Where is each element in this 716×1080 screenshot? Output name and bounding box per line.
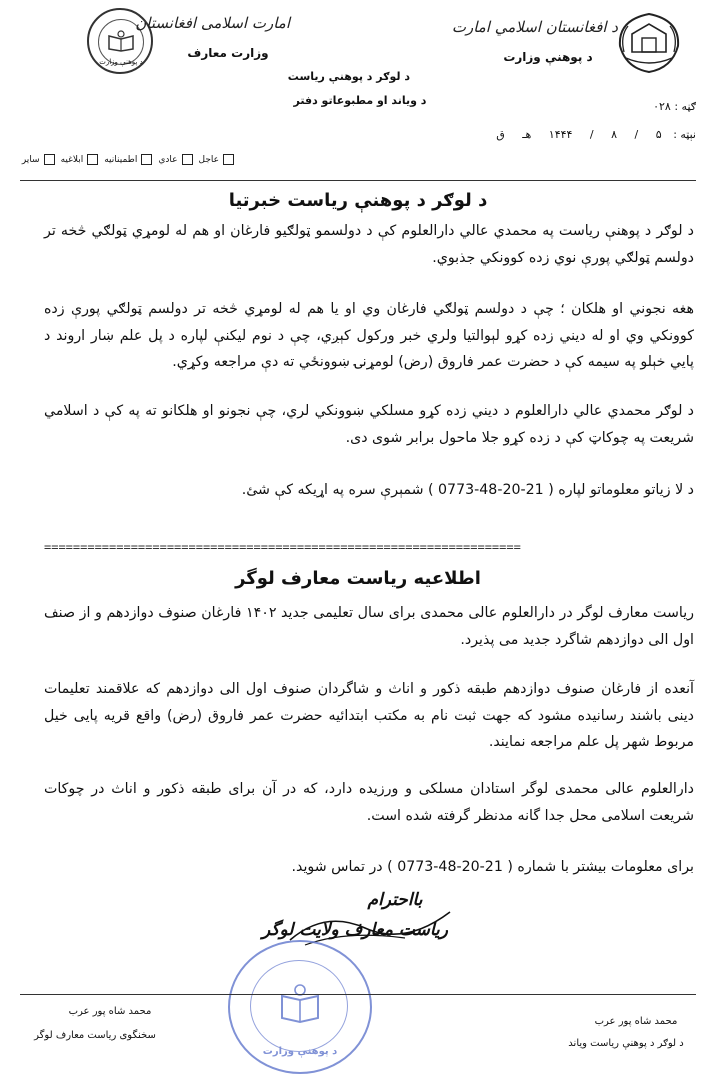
header-left-line1: د افغانستان اسلامي امارت [451, 18, 618, 36]
dari-paragraph-3: دارالعلوم عالی محمدی لوگر استادان مسلکی و ورزیده دارد، که در آن برای طبقه ذکور و اناث در چوکات شریعت اسلامی محل جدا گانه مدنظر گرفته شده است. [44, 781, 694, 824]
date-label: نېټه : [673, 128, 696, 141]
checkbox-box[interactable] [182, 154, 193, 165]
header-right-line2: وزارت معارف [187, 46, 269, 60]
dari-paragraph-4: برای معلومات بیشتر با شماره ( 21-20-48-0773 ) در تماس شوید. [291, 859, 694, 875]
header-left-line2: د پوهنې وزارت [503, 50, 593, 64]
emblem-motto: د پوهنې وزارت [99, 58, 143, 66]
footer-divider [20, 994, 696, 995]
emirate-emblem-left [612, 6, 686, 78]
checkbox-label: عاجل [198, 154, 219, 165]
checkbox-notice[interactable] [61, 154, 99, 165]
center-header-line2: د ویاند او مطبوعاتو دفتر [293, 94, 427, 107]
pashto-paragraph-2: هغه نجوني او هلکان ؛ چې د دولسم ټولګي فارغان وي او یا هم له لومړي څخه تر دولسم ټولګي پورې زده کوونکي وي او له دیني زده کړو لېوالتیا ولري خبر ورکول کېږي، چې د نوم لیکنې لپاره د پل علم ښار اروند د پایي خېلو په سیمه کې د حضرت عمر فاروق (رض) لومړنۍ ښوونځي ته دې مراجعه وکړي. [44, 301, 694, 370]
checkbox-normal[interactable] [158, 154, 192, 165]
emirate-seal-icon [612, 6, 686, 78]
number-value: ۰۲۸ [653, 100, 671, 113]
closing-office: ریاست معارف ولایت لوگر [262, 920, 448, 940]
checkbox-confirmation[interactable] [104, 154, 152, 165]
footer-left-title: د لوګر د پوهنې ریاست ویاند [568, 1038, 684, 1049]
pashto-paragraph-4: د لا زیاتو معلوماتو لپاره ( 21-20-48-0773 ) شمېرې سره په اړیکه کې شئ. [241, 482, 694, 498]
pashto-title: د لوګر د پوهنې ریاست خبرتیا [228, 190, 488, 211]
number-label: ګڼه : [674, 100, 696, 113]
dari-paragraph-2: آنعده از فارغان صنوف دوازدهم طبقه ذکور و اناث و شاگردان صنوف اول الی دوازدهم که علاقمند تعلیمات دینی باشند رسانیده مشود که جهت ثبت نام به مکتب ابتدائیه حضرت عمر فاروق (رض) واقع قریه پایی خیل مربوط شهر پل علم مراجعه نمایند. [44, 681, 694, 750]
footer-left-name: محمد شاه پور عرب [594, 1016, 678, 1027]
checkbox-label: سایر [21, 154, 40, 165]
dari-paragraph-1: ریاست معارف لوگر در دارالعلوم عالی محمدی برای سال تعلیمی جدید ۱۴۰۲ فارغان صنوف دوازدهم و از صنف اول الی دوازدهم شاگرد جدید می پذیرد. [44, 605, 694, 648]
reference-number [653, 100, 696, 113]
checkbox-urgent[interactable] [199, 154, 235, 165]
date-value: ۵ / ۸ / ۱۴۴۴ هـ ق [496, 128, 662, 141]
checkbox-box[interactable] [223, 154, 234, 165]
checkbox-box[interactable] [141, 154, 152, 165]
stamp-text: د پوهنې وزارت [262, 1046, 338, 1057]
header-right-line1: امارت اسلامی افغانستان [135, 14, 290, 32]
stamp-book-icon [278, 982, 322, 1026]
pashto-paragraph-3: د لوګر محمدي عالي دارالعلوم د دیني زده کړو مسلکي ښوونکي لري، چې نجونو او هلکانو ته په کې د اسلامي شریعت په چوکاټ کې د زده کړو جلا ماحول برابر شوی دی. [44, 403, 694, 446]
header-divider [20, 180, 696, 181]
center-header-line1: د لوګر د پوهنې ریاست [287, 70, 410, 83]
checkbox-box[interactable] [44, 154, 55, 165]
reference-date [496, 128, 696, 141]
closing-regards: بااحترام [367, 890, 423, 910]
checkbox-label: اطمینانیه [104, 154, 138, 165]
section-separator: ================================================================== [44, 540, 521, 554]
checkbox-other[interactable] [22, 154, 55, 165]
checkbox-label: ابلاغیه [60, 154, 84, 165]
open-book-icon [107, 30, 135, 52]
checkbox-box[interactable] [87, 154, 98, 165]
dari-title: اطلاعیه ریاست معارف لوگر [235, 568, 481, 589]
pashto-paragraph-1: د لوګر د پوهنې ریاست په محمدي عالي دارالعلوم کې د دولسمو ټولګیو فارغان او هم له لومړي ټولګي څخه تر دولسم ټولګي پورې نوي زده کوونکي جذبوي. [44, 223, 694, 266]
checkbox-label: عادي [158, 154, 178, 165]
official-stamp [228, 940, 372, 1074]
footer-right-name: محمد شاه پور عرب [68, 1006, 152, 1017]
priority-checkboxes [21, 154, 234, 165]
footer-right-title: سخنگوی ریاست معارف لوگر [34, 1030, 156, 1041]
